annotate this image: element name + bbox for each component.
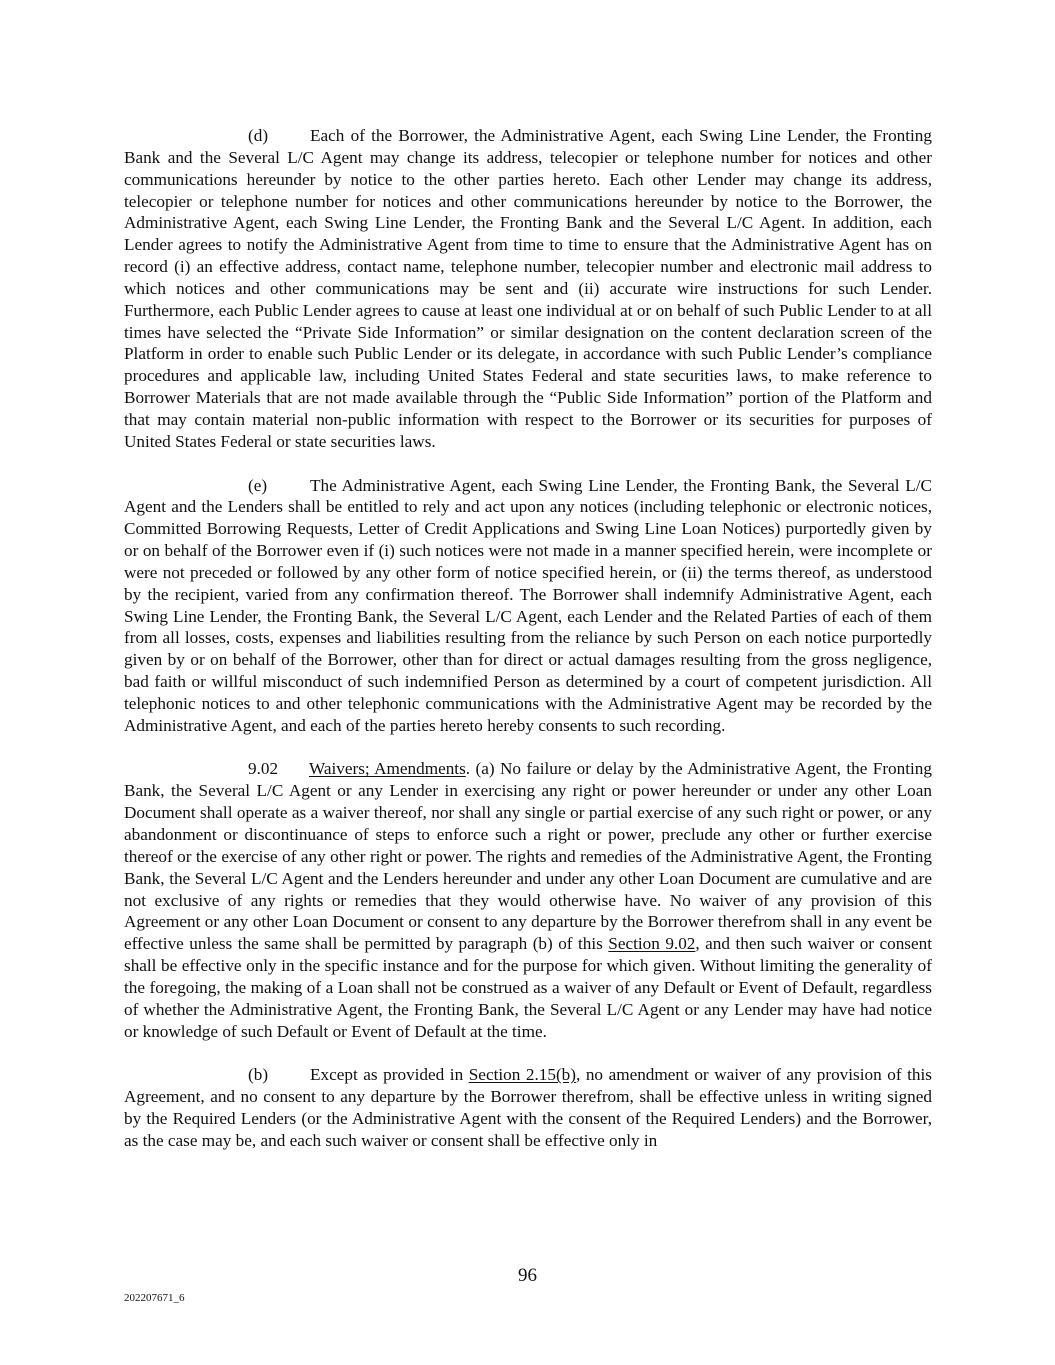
paragraph-d [124, 125, 932, 453]
paragraph-b-text: Except as provided in [310, 1065, 469, 1085]
section-heading: Waivers; Amendments [309, 759, 466, 779]
document-id: 202207671_6 [124, 1292, 185, 1304]
section-reference-2-15b: Section 2.15(b) [468, 1065, 576, 1085]
paragraph-e-text: The Administrative Agent, each Swing Line Lender, the Fronting Bank, the Several L/C Agent and the Lenders shall be entitled to rely and act upon any notices (including telephonic or electronic notices, Committed Borrowing Requests, Letter of Credit Applications and Swing Line Loan Notices) purportedly given by or on behalf of the Borrower even if (i) such notices were not made in a manner specified herein, were incomplete or were not preceded or followed by any other form of notice specified herein, or (ii) the terms thereof, as understood by the recipient, varied from any confirmation thereof. The Borrower shall indemnify Administrative Agent, each Swing Line Lender, the Fronting Bank, the Several L/C Agent, each Lender and the Related Parties of each of them from all losses, costs, expenses and liabilities resulting from the reliance by such Person on each notice purportedly given by or on behalf of the Borrower, other than for direct or actual damages resulting from the gross negligence, bad faith or willful misconduct of such indemnified Person as determined by a court of competent jurisdiction. All telephonic notices to and other telephonic communications with the Administrative Agent may be recorded by the Administrative Agent, and each of the parties hereto hereby consents to such recording. [124, 475, 932, 735]
paragraph-d-text: Each of the Borrower, the Administrative Agent, each Swing Line Lender, the Fronting Bank and the Several L/C Agent may change its address, telecopier or telephone number for notices and other communications hereunder by notice to the other parties hereto. Each other Lender may change its address, telecopier or telephone number for notices and other communications hereunder by notice to the Borrower, the Administrative Agent, each Swing Line Lender, the Fronting Bank and the Several L/C Agent. In addition, each Lender agrees to notify the Administrative Agent from time to time to ensure that the Administrative Agent has on record (i) an effective address, contact name, telephone number, telecopier number and electronic mail address to which notices and other communications may be sent and (ii) accurate wire instructions for such Lender. Furthermore, each Public Lender agrees to cause at least one individual at or on behalf of such Public Lender to at all times have selected the “Private Side Information” or similar designation on the content declaration screen of the Platform in order to enable such Public Lender or its delegate, in accordance with such Public Lender’s compliance procedures and applicable law, including United States Federal and state securities laws, to make reference to Borrower Materials that are not made available through the “Public Side Information” portion of the Platform and that may contain material non-public information with respect to the Borrower or its securities for purposes of United States Federal or state securities laws. [124, 126, 932, 451]
paragraph-e [124, 475, 932, 737]
paragraph-d-label: (d) [248, 126, 269, 145]
section-9-02 [124, 758, 932, 1042]
section-reference-9-02: Section 9.02 [608, 934, 696, 954]
document-body [124, 125, 932, 1152]
paragraph-e-label: (e) [248, 475, 268, 495]
page-number: 96 [518, 1265, 537, 1286]
section-9-02-text: . (a) No failure or delay by the Administrative Agent, the Fronting Bank, the Several L/C Agent or any Lender in exercising any right or power hereunder or under any other Loan Document shall operate as a waiver thereof, nor shall any single or partial exercise of any such right or power, or any abandonment or discontinuance of steps to enforce such a right or power, preclude any other or further exercise thereof or the exercise of any other right or power. The rights and remedies of the Administrative Agent, the Fronting Bank, the Several L/C Agent and the Lenders hereunder and under any other Loan Document are cumulative and are not exclusive of any rights or remedies that they would otherwise have. No waiver of any provision of this Agreement or any other Loan Document or consent to any departure by the Borrower therefrom shall in any event be effective unless the same shall be permitted by paragraph (b) of this [124, 759, 932, 954]
paragraph-b [124, 1064, 932, 1151]
paragraph-b-text-cont: , no amendment or waiver of any provision of this Agreement, and no consent to any departure by the Borrower therefrom, shall be effective unless in writing signed by the Required Lenders (or the Administrative Agent with the consent of the Required Lenders) and the Borrower, as the case may be, and each such waiver or consent shall be effective only in [124, 1065, 932, 1150]
paragraph-b-label: (b) [248, 1065, 269, 1085]
section-9-02-text-cont: , and then such waiver or consent shall be effective only in the specific instance and for the purpose for which given. Without limiting the generality of the foregoing, the making of a Loan shall not be construed as a waiver of any Default or Event of Default, regardless of whether the Administrative Agent, the Fronting Bank, the Several L/C Agent or any Lender may have had notice or knowledge of such Default or Event of Default at the time. [124, 934, 932, 1041]
section-number: 9.02 [248, 759, 279, 779]
